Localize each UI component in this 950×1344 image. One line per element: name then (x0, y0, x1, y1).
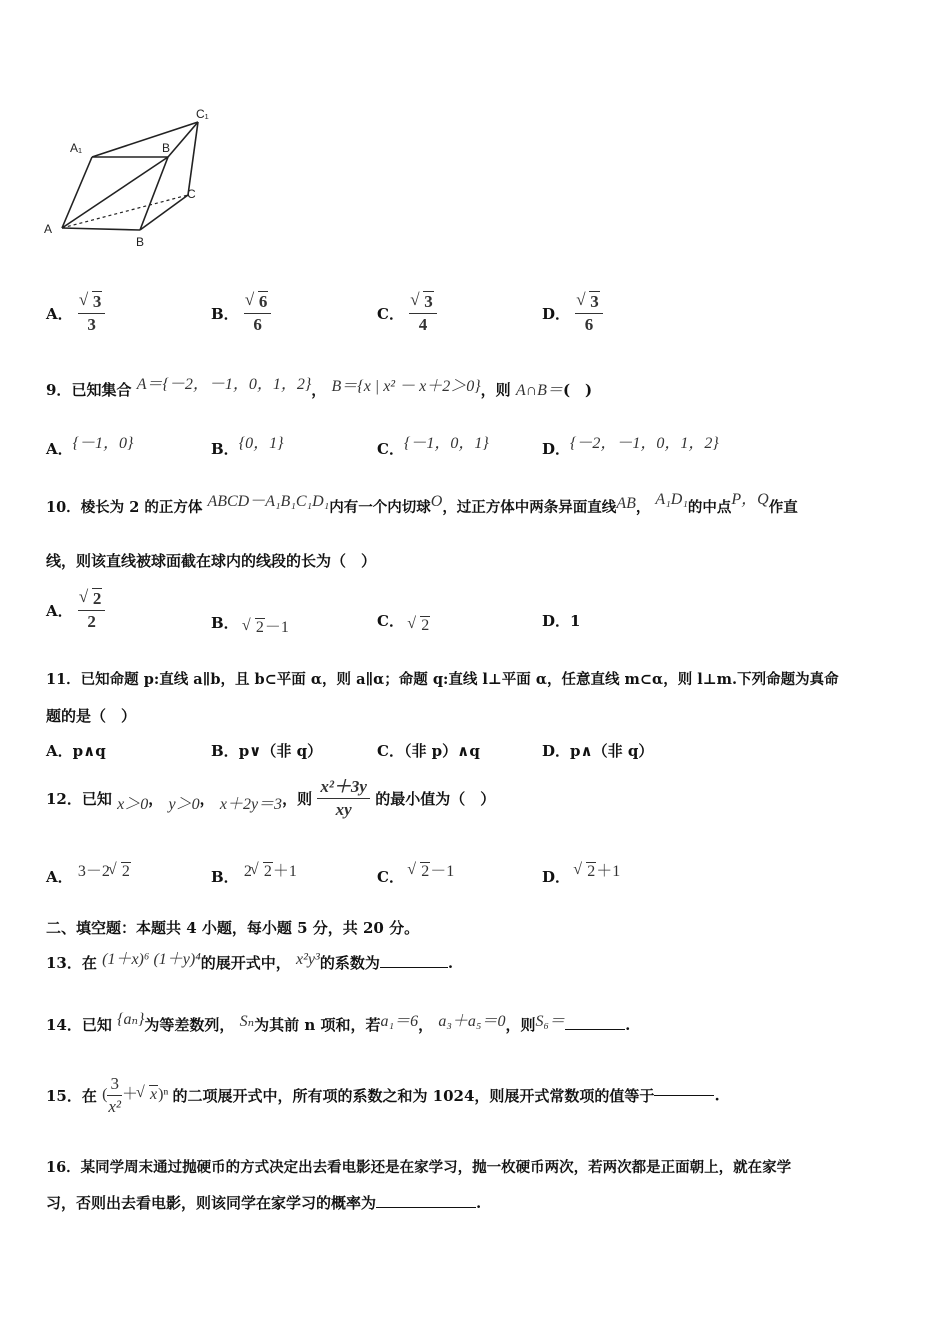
q12-option-b[interactable] (211, 864, 297, 887)
hidden-edge-a-c (62, 195, 188, 228)
option-value: {－1，0，1} (403, 435, 489, 452)
question-number: 15． (46, 1087, 82, 1105)
punctuation: . (625, 1016, 631, 1034)
option-value: √ $\frac{2}{2}$ (78, 588, 106, 633)
target-term: x²y³ (296, 951, 320, 968)
binomial-expression: ( $\frac{3}{\text{x²}}$ ＋√ x)ⁿ (102, 1086, 172, 1103)
question-14 (46, 1012, 630, 1035)
condition-a1: a₁＝6 (380, 1013, 419, 1030)
q12-option-d[interactable] (542, 864, 620, 887)
question-text: 已知 (81, 790, 112, 808)
condition-x: x＞0 (117, 795, 149, 813)
option-value: √ 2＋1 (575, 863, 620, 880)
option-label: B． (211, 742, 239, 760)
label-c: C (187, 187, 196, 201)
question-10-line2: 线，则该直线被球面截在球内的线段的长为（ ） (46, 552, 377, 570)
q10-option-c[interactable] (377, 610, 430, 634)
question-text: 为等差数列， (144, 1016, 235, 1034)
label-b: B (162, 141, 171, 155)
option-label: B． (211, 868, 239, 886)
question-text: ，则 (480, 381, 511, 399)
question-text: 的二项展开式中，所有项的系数之和为 1024，则展开式常数项的值等于 (172, 1087, 655, 1105)
question-text: 在 (81, 954, 97, 972)
option-label: B． (211, 440, 239, 458)
edge-a-b2 (62, 228, 140, 230)
option-value: 2√ 2＋1 (244, 863, 297, 880)
punctuation: . (714, 1086, 720, 1105)
q11-option-b[interactable] (211, 740, 322, 761)
q10-option-a[interactable] (46, 588, 105, 633)
option-label: D． (542, 612, 571, 630)
q9-option-d[interactable] (542, 436, 719, 459)
option-label: C． (377, 612, 404, 630)
option-label: D． (542, 742, 571, 760)
q11-option-d[interactable] (542, 740, 653, 761)
question-text: 的系数为 (319, 954, 380, 972)
option-label: A． (46, 742, 73, 760)
set-a: A＝{－2，－1，0，1，2} (136, 376, 312, 393)
question-9 (46, 377, 592, 400)
question-12 (46, 776, 495, 821)
q11-option-c[interactable] (377, 740, 480, 761)
q8-option-b[interactable] (211, 291, 271, 336)
q9-option-c[interactable] (377, 436, 489, 459)
option-value: p∨（非 q） (238, 742, 323, 760)
option-label: C． (377, 742, 404, 760)
option-label: A． (46, 602, 73, 620)
condition-y: y＞0 (168, 795, 200, 813)
target-s6: S₆＝ (535, 1013, 566, 1030)
option-value: {－1，0} (72, 435, 134, 452)
answer-blank[interactable] (380, 967, 448, 968)
question-11-line2: 题的是（ ） (46, 707, 137, 725)
option-value: p∧（非 q） (570, 742, 654, 760)
question-13 (46, 950, 453, 973)
answer-paren: ( ) (562, 381, 593, 399)
partial-sum: Sₙ (239, 1013, 255, 1030)
condition-a3-a5: a₃＋a₅＝0 (438, 1013, 506, 1030)
cube-name: ABCD－A₁B₁C₁D₁ (207, 493, 330, 510)
question-text: 的最小值为（ ） (375, 790, 496, 808)
question-text: 棱长为 2 的正方体 (80, 499, 203, 516)
question-16: 16．某同学周末通过抛硬币的方式决定出去看电影还是在家学习，抛一枚硬币两次，若两次都是正面朝上，就在家学 (46, 1159, 792, 1176)
q11-option-a[interactable] (46, 740, 106, 761)
question-10 (46, 491, 798, 517)
option-value: √ 2 (409, 617, 430, 634)
q8-option-d[interactable] (542, 291, 603, 336)
q10-option-b[interactable] (211, 610, 289, 636)
q8-option-c-value: √ $\frac{3}{4}$ (409, 291, 437, 336)
punctuation: ， (148, 790, 164, 808)
q9-option-b[interactable] (211, 436, 284, 459)
q12-option-c[interactable] (377, 864, 454, 887)
question-15 (46, 1073, 720, 1118)
question-16-line2 (46, 1192, 481, 1213)
option-label: D． (542, 305, 571, 323)
label-c1: C₁ (196, 107, 209, 121)
question-text: ，过正方体中两条异面直线 (442, 499, 617, 516)
option-label: B． (211, 614, 239, 632)
answer-blank[interactable] (565, 1029, 625, 1030)
q12-option-a[interactable] (46, 864, 131, 887)
q9-option-a[interactable] (46, 436, 133, 459)
question-number: 10． (46, 499, 81, 516)
sphere-center: O (430, 493, 443, 510)
option-label: C． (377, 868, 404, 886)
question-text: 已知集合 (71, 381, 132, 399)
expansion-expression: (1＋x)⁶ (1＋y)⁴ (102, 951, 201, 968)
option-value: p∧q (72, 742, 106, 760)
question-11: 11．已知命题 p:直线 a∥b，且 b⊂平面 α，则 a∥α；命题 q:直线 l⊥平面 α，任意直线 m⊂α，则 l⊥m.下列命题为真命 (46, 671, 839, 688)
option-label: D． (542, 868, 571, 886)
option-label: A． (46, 305, 73, 323)
option-value: {－2，－1，0，1，2} (570, 435, 719, 452)
question-text: 的中点 (687, 499, 732, 516)
set-b: B＝{x | x² － x＋2＞0} (331, 378, 481, 395)
question-text: ，则 (505, 1016, 536, 1034)
option-label: A． (46, 440, 73, 458)
question-text: ，则 (282, 790, 313, 808)
question-number: 12． (46, 790, 82, 808)
diagonal-a-b (62, 157, 168, 228)
option-label: B． (211, 305, 239, 323)
punctuation: ， (311, 381, 327, 399)
condition-sum: x＋2y＝3 (219, 795, 283, 813)
answer-blank[interactable] (376, 1207, 476, 1208)
question-text: 内有一个内切球 (329, 499, 431, 516)
q8-option-c[interactable] (377, 291, 437, 336)
option-value: 1 (570, 612, 581, 630)
option-value: √ 2－1 (409, 863, 454, 880)
label-a1: A₁ (70, 141, 83, 155)
question-text: 已知 (81, 1016, 112, 1034)
line-a1d1: A₁D₁ (655, 491, 688, 508)
option-value: {0，1} (238, 435, 284, 452)
prism-figure (40, 100, 230, 250)
q8-option-b-value: √ $\frac{6}{6}$ (244, 291, 272, 336)
q8-option-a[interactable] (46, 291, 105, 336)
sequence-name: {aₙ} (117, 1011, 145, 1028)
question-text: 的展开式中， (200, 954, 291, 972)
points-pq: P，Q (731, 491, 769, 508)
q10-option-d[interactable] (542, 610, 580, 631)
question-text: 习，否则出去看电影，则该同学在家学习的概率为 (46, 1194, 377, 1212)
option-value: 3－2√ 2 (78, 863, 131, 880)
punctuation: . (476, 1194, 482, 1212)
punctuation: . (447, 954, 454, 972)
question-text: 作直 (768, 499, 798, 516)
option-label: A． (46, 868, 73, 886)
option-value: （非 p）∧q (403, 742, 480, 760)
q8-option-d-value: √ $\frac{3}{6}$ (575, 291, 603, 336)
punctuation: ， (418, 1016, 434, 1034)
punctuation: ， (199, 790, 215, 808)
line-ab: AB (616, 495, 636, 512)
question-number: 14． (46, 1016, 82, 1034)
question-number: 13． (46, 954, 82, 972)
option-label: D． (542, 440, 571, 458)
target-expression: $\frac{\text{x²＋3y}}{xy}$ (317, 776, 370, 821)
q8-option-a-value: √ $\frac{3}{3}$ (78, 291, 106, 336)
question-text: 在 (81, 1087, 97, 1105)
question-number: 9． (46, 381, 72, 399)
question-text: 为其前 n 项和，若 (254, 1016, 381, 1034)
label-b-lower: B (136, 235, 145, 249)
intersection-expression: A∩B＝ (515, 382, 563, 399)
option-label: C． (377, 440, 404, 458)
answer-blank[interactable] (654, 1095, 714, 1096)
option-label: C． (377, 305, 404, 323)
punctuation: ， (635, 499, 651, 516)
option-value: √ 2－1 (244, 619, 289, 636)
section-2-heading: 二、填空题：本题共 4 小题，每小题 5 分，共 20 分。 (46, 919, 420, 937)
label-a: A (44, 222, 53, 236)
